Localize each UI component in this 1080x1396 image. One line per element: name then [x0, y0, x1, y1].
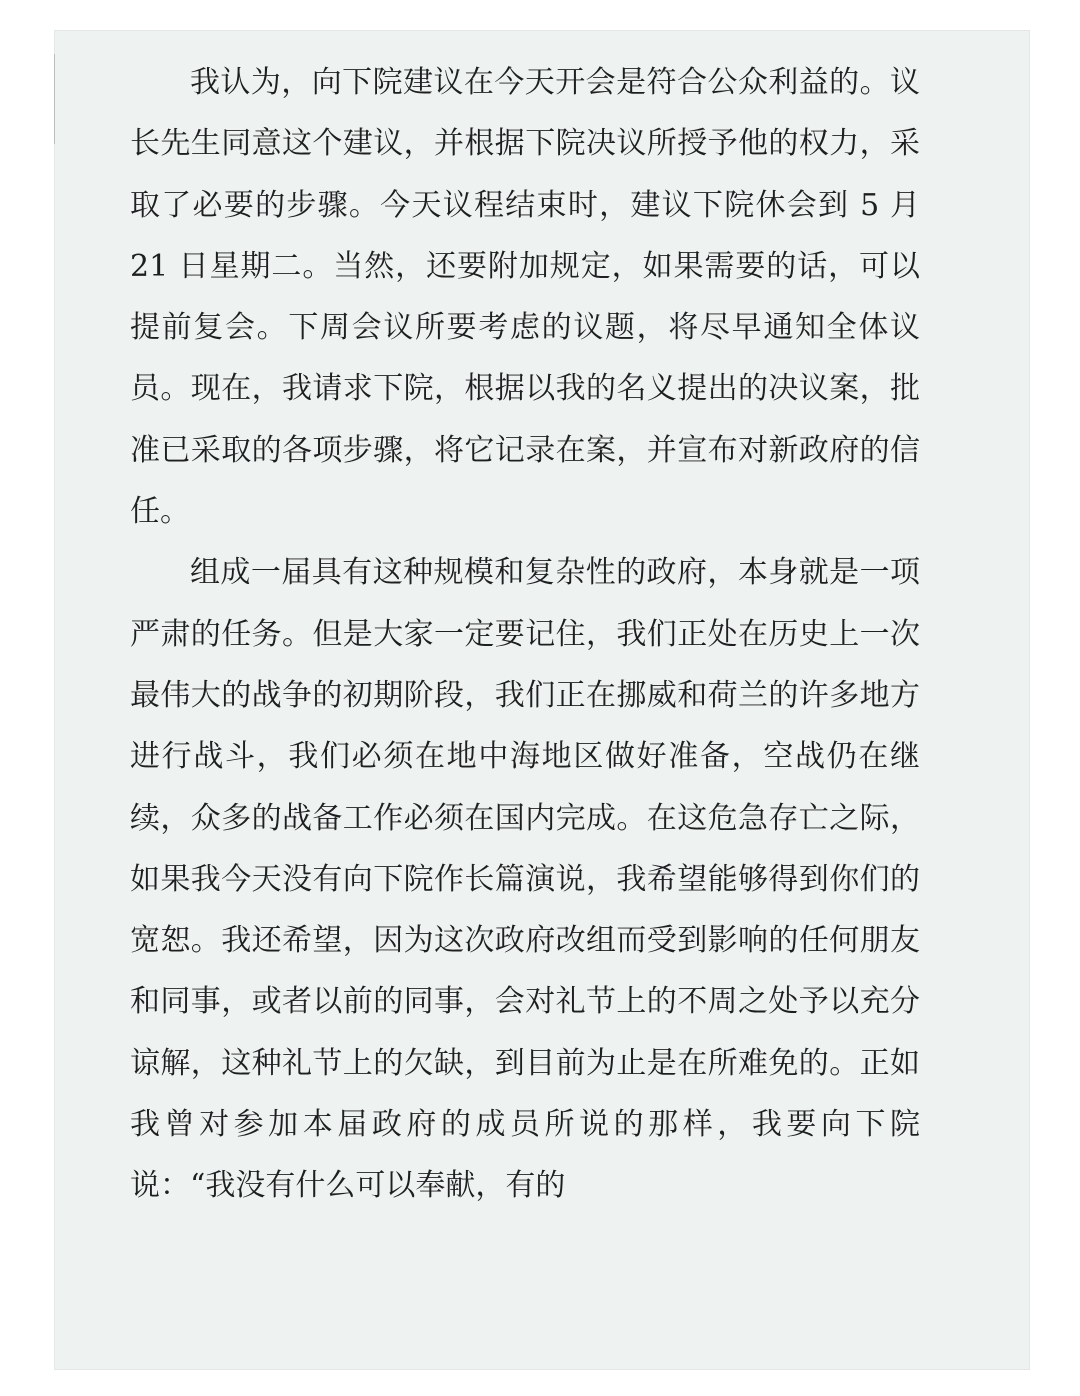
- margin-rule-line: [54, 54, 55, 144]
- bottom-margin: [0, 1370, 1080, 1396]
- paragraph-2: 组成一届具有这种规模和复杂性的政府，本身就是一项严肃的任务。但是大家一定要记住，我们正处在历史上一次最伟大的战争的初期阶段，我们正在挪威和荷兰的许多地方进行战斗，我们必须在地中海地区做好准备，空战仍在继续，众多的战备工作必须在国内完成。在这危急存亡之际，如果我今天没有向下院作长篇演说，我希望能够得到你们的宽恕。我还希望，因为这次政府改组而受到影响的任何朋友和同事，或者以前的同事，会对礼节上的不周之处予以充分谅解，这种礼节上的欠缺，到目前为止是在所难免的。正如我曾对参加本届政府的成员所说的那样，我要向下院说：“我没有什么可以奉献，有的: [130, 555, 920, 1204]
- top-margin: [0, 0, 1080, 30]
- scanned-page[interactable]: [54, 30, 1030, 1370]
- body-text: [130, 52, 920, 1217]
- paragraph-1: 我认为，向下院建议在今天开会是符合公众利益的。议长先生同意这个建议，并根据下院决议所授予他的权力，采取了必要的步骤。今天议程结束时，建议下院休会到 5 月 21 日星期二。当然，还要附加规定，如果需要的话，可以提前复会。下周会议所要考虑的议题，将尽早通知全体议员。现在，我请求下院，根据以我的名义提出的决议案，批准已采取的各项步骤，将它记录在案，并宣布对新政府的信任。: [130, 65, 920, 530]
